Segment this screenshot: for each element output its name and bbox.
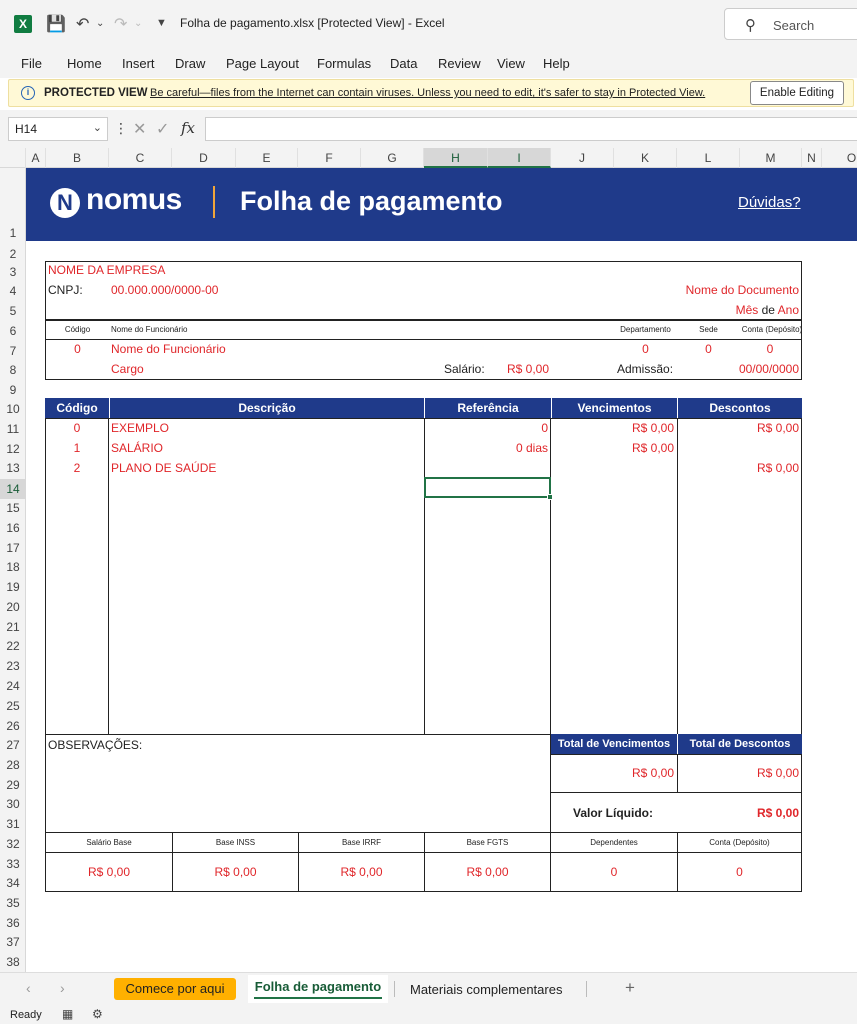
tab-separator	[394, 981, 395, 997]
base-inss-value[interactable]: R$ 0,00	[214, 865, 257, 879]
scroll-right-icon[interactable]: ›	[60, 980, 65, 996]
document-title: Folha de pagamento.xlsx [Protected View] - Excel	[180, 16, 445, 30]
nomus-logo-text: nomus	[86, 183, 182, 216]
observations-label: OBSERVAÇÕES:	[48, 738, 143, 752]
redo-dropdown-icon[interactable]: ⌄	[134, 18, 143, 29]
row-header[interactable]: 25	[6, 699, 20, 713]
status-ready: Ready	[10, 1009, 42, 1021]
row-code[interactable]: 0	[73, 421, 81, 435]
col-vencimentos-header: Vencimentos	[551, 398, 677, 418]
save-icon[interactable]: 💾	[46, 16, 66, 33]
name-box[interactable]	[8, 117, 108, 141]
row-header[interactable]: 28	[6, 758, 20, 772]
row-header[interactable]: 31	[6, 817, 20, 831]
col-codigo-header: Código	[45, 398, 109, 418]
salary-value[interactable]: R$ 0,00	[506, 362, 549, 376]
col-header-e[interactable]: E	[236, 148, 298, 168]
employee-role[interactable]: Cargo	[111, 362, 144, 376]
row-header[interactable]: 33	[6, 857, 20, 871]
row-header[interactable]: 3	[9, 265, 17, 279]
row-header[interactable]: 29	[6, 778, 20, 792]
base-irrf-label: Base IRRF	[341, 838, 382, 847]
select-all-corner[interactable]	[0, 148, 26, 168]
col-header-i[interactable]: I	[488, 148, 551, 168]
help-link[interactable]: Dúvidas?	[738, 194, 801, 211]
cell-mode-icon[interactable]: ▦	[62, 1007, 74, 1021]
logo-mark-letter: N	[57, 190, 73, 215]
col-header-n[interactable]: N	[802, 148, 822, 168]
net-value[interactable]: R$ 0,00	[756, 806, 799, 820]
base-fgts-value[interactable]: R$ 0,00	[466, 865, 509, 879]
row-header[interactable]: 38	[6, 955, 20, 969]
dependentes-label: Dependentes	[590, 838, 638, 847]
col-header-m[interactable]: M	[740, 148, 802, 168]
search-placeholder: Search	[773, 18, 815, 33]
row-header[interactable]: 10	[6, 402, 20, 416]
salario-base-label: Salário Base	[86, 838, 132, 847]
total-descontos-value[interactable]: R$ 0,00	[756, 766, 799, 780]
site-value[interactable]: 0	[705, 342, 712, 356]
row-header[interactable]: 11	[6, 422, 20, 436]
row-code[interactable]: 2	[73, 461, 81, 475]
row-header[interactable]: 1	[9, 226, 17, 240]
chevron-down-icon[interactable]: ⌄	[92, 122, 102, 134]
formula-input[interactable]	[205, 117, 857, 141]
col-referencia-header: Referência	[424, 398, 551, 418]
col-header-j[interactable]: J	[551, 148, 614, 168]
row-header[interactable]: 12	[6, 442, 20, 456]
banner-title: Folha de pagamento	[240, 186, 503, 216]
tab-materiais-complementares[interactable]: Materiais complementares	[410, 982, 563, 997]
row-header[interactable]: 35	[6, 896, 20, 910]
col-header-c[interactable]: C	[109, 148, 172, 168]
menu-formulas[interactable]: Formulas	[317, 56, 372, 71]
scroll-left-icon[interactable]: ‹	[26, 980, 31, 996]
search-icon: ⚲	[745, 17, 756, 34]
employee-name-label: Nome do Funcionário	[111, 325, 188, 334]
table-divider	[108, 418, 109, 735]
row-header[interactable]: 13	[6, 461, 20, 475]
enable-editing-button[interactable]: Enable Editing	[750, 81, 844, 105]
row-header[interactable]: 22	[6, 639, 20, 653]
bases-account-value[interactable]: 0	[736, 865, 743, 879]
month-value: Mês	[735, 303, 759, 317]
col-header-a[interactable]: A	[26, 148, 46, 168]
row-header[interactable]: 19	[6, 580, 20, 594]
employee-code-label: Código	[64, 325, 91, 334]
row-descontos[interactable]: R$ 0,00	[756, 421, 799, 435]
menu-help[interactable]: Help	[543, 56, 570, 71]
account-value[interactable]: 0	[766, 342, 774, 356]
row-header[interactable]: 7	[9, 344, 17, 358]
col-header-f[interactable]: F	[298, 148, 361, 168]
row-header[interactable]: 9	[9, 383, 17, 397]
formula-bar	[0, 110, 857, 148]
row-description[interactable]: PLANO DE SAÚDE	[111, 461, 217, 475]
sheet-tabs-bar	[0, 972, 857, 1004]
menu-page-layout[interactable]: Page Layout	[226, 56, 300, 71]
row-description[interactable]: EXEMPLO	[111, 421, 170, 435]
tab-separator	[586, 981, 587, 997]
row-descontos[interactable]: R$ 0,00	[756, 461, 799, 475]
protected-view-message[interactable]: Be careful—files from the Internet can contain viruses. Unless you need to edit, it's safer to stay in Protected View.	[150, 87, 706, 99]
shield-info-icon: i	[21, 86, 35, 100]
undo-icon[interactable]: ↶	[76, 16, 90, 33]
col-header-o[interactable]: O	[822, 148, 857, 168]
admission-value[interactable]: 00/00/0000	[738, 362, 799, 376]
row-header[interactable]: 6	[9, 324, 17, 338]
totals-divider	[677, 754, 678, 793]
active-cell-h14[interactable]	[424, 477, 551, 498]
menu-data[interactable]: Data	[390, 56, 418, 71]
row-code[interactable]: 1	[73, 441, 81, 455]
table-divider	[550, 418, 551, 735]
admission-label: Admissão:	[617, 362, 674, 376]
search-box[interactable]	[724, 8, 857, 40]
row-header[interactable]: 16	[6, 521, 20, 535]
tab-comece-por-aqui[interactable]: Comece por aqui	[114, 978, 236, 1000]
employee-code[interactable]: 0	[74, 342, 81, 356]
bases-account-label: Conta (Depósito)	[709, 838, 770, 847]
document-name[interactable]: Nome do Documento	[685, 283, 799, 297]
excel-app-icon: X	[14, 15, 32, 33]
row-vencimentos[interactable]: R$ 0,00	[631, 421, 674, 435]
row-header-selected[interactable]: 14	[0, 479, 26, 499]
salario-base-value[interactable]: R$ 0,00	[87, 865, 131, 879]
net-value-label: Valor Líquido:	[573, 806, 653, 820]
protected-view-title: PROTECTED VIEW	[44, 87, 148, 99]
base-irrf-value[interactable]: R$ 0,00	[340, 865, 383, 879]
row-header[interactable]: 23	[6, 659, 20, 673]
add-sheet-icon[interactable]: +	[625, 978, 635, 997]
cnpj-value[interactable]: 00.000.000/0000-00	[111, 283, 219, 297]
col-header-h[interactable]: H	[424, 148, 488, 168]
accessibility-icon[interactable]: ⚙	[92, 1007, 103, 1021]
row-header[interactable]: 32	[6, 837, 20, 851]
employee-label-divider	[45, 339, 802, 340]
cancel-icon[interactable]: ✕	[133, 121, 147, 138]
name-box-value: H14	[15, 122, 38, 136]
menu-file[interactable]: File	[21, 56, 42, 71]
row-header[interactable]: 21	[6, 620, 20, 634]
col-header-k[interactable]: K	[614, 148, 677, 168]
column-headers	[0, 148, 857, 168]
menu-home[interactable]: Home	[67, 56, 102, 71]
confirm-icon[interactable]: ✓	[156, 121, 170, 138]
tab-folha-de-pagamento[interactable]	[248, 975, 388, 1003]
row-header[interactable]: 4	[9, 284, 17, 298]
table-divider	[677, 418, 678, 735]
row-reference[interactable]: 0	[541, 421, 548, 435]
protected-view-bar	[8, 79, 854, 107]
base-inss-label: Base INSS	[215, 838, 256, 847]
row-header[interactable]: 20	[6, 600, 20, 614]
month-year-sep: de	[761, 303, 775, 317]
more-options-icon[interactable]: ⋮	[114, 120, 128, 136]
year-value: Ano	[777, 303, 799, 317]
row-header[interactable]: 27	[6, 738, 20, 752]
undo-dropdown-icon[interactable]: ⌄	[96, 18, 105, 29]
status-bar	[0, 1004, 857, 1024]
employee-name[interactable]: Nome do Funcionário	[111, 342, 226, 356]
nomus-logo-mark	[50, 188, 80, 218]
site-label: Sede	[699, 325, 718, 334]
month-year[interactable]	[600, 303, 799, 317]
col-header-l[interactable]: L	[677, 148, 740, 168]
table-divider	[424, 418, 425, 735]
row-header[interactable]: 8	[9, 363, 17, 377]
fill-handle[interactable]	[547, 494, 553, 500]
row-header[interactable]: 5	[9, 304, 17, 318]
row-reference[interactable]: 0 dias	[515, 441, 548, 455]
department-value[interactable]: 0	[642, 342, 649, 356]
base-fgts-label: Base FGTS	[466, 838, 509, 847]
active-tab-label: Folha de pagamento	[254, 979, 382, 994]
title-bar	[0, 0, 857, 48]
menu-draw[interactable]: Draw	[175, 56, 206, 71]
redo-icon[interactable]: ↷	[114, 16, 128, 33]
row-header[interactable]: 15	[6, 501, 20, 515]
col-header-g[interactable]: G	[361, 148, 424, 168]
row-header[interactable]: 34	[6, 876, 20, 890]
salary-label: Salário:	[444, 362, 485, 376]
col-descontos-header: Descontos	[677, 398, 802, 418]
row-header[interactable]: 2	[9, 247, 17, 261]
col-header-d[interactable]: D	[172, 148, 236, 168]
col-descricao-header: Descrição	[109, 398, 424, 418]
col-header-b[interactable]: B	[46, 148, 109, 168]
department-label: Departamento	[620, 325, 671, 334]
active-tab-underline	[254, 997, 382, 999]
company-name[interactable]: NOME DA EMPRESA	[48, 263, 166, 277]
row-header[interactable]: 36	[6, 916, 20, 930]
ribbon-tabs	[0, 48, 857, 78]
row-description[interactable]: SALÁRIO	[111, 441, 164, 455]
row-header[interactable]: 18	[6, 560, 20, 574]
customize-toolbar-icon[interactable]: ▼	[156, 17, 167, 29]
dependentes-value[interactable]: 0	[610, 865, 618, 879]
menu-view[interactable]: View	[497, 56, 525, 71]
total-vencimentos-value[interactable]: R$ 0,00	[631, 766, 674, 780]
row-headers	[0, 168, 26, 972]
row-header[interactable]: 30	[6, 797, 20, 811]
menu-insert[interactable]: Insert	[122, 56, 155, 71]
row-header[interactable]: 37	[6, 935, 20, 949]
insert-function-icon[interactable]: fx	[181, 119, 196, 137]
menu-review[interactable]: Review	[438, 56, 481, 71]
row-header[interactable]: 26	[6, 719, 20, 733]
row-header[interactable]: 17	[6, 541, 20, 555]
total-vencimentos-header: Total de Vencimentos	[551, 734, 677, 754]
row-header[interactable]: 24	[6, 679, 20, 693]
row-vencimentos[interactable]: R$ 0,00	[631, 441, 674, 455]
total-descontos-header: Total de Descontos	[677, 734, 802, 754]
account-label: Conta (Depósito)	[741, 325, 803, 334]
cnpj-label: CNPJ:	[48, 283, 83, 297]
logo-divider	[213, 186, 215, 218]
